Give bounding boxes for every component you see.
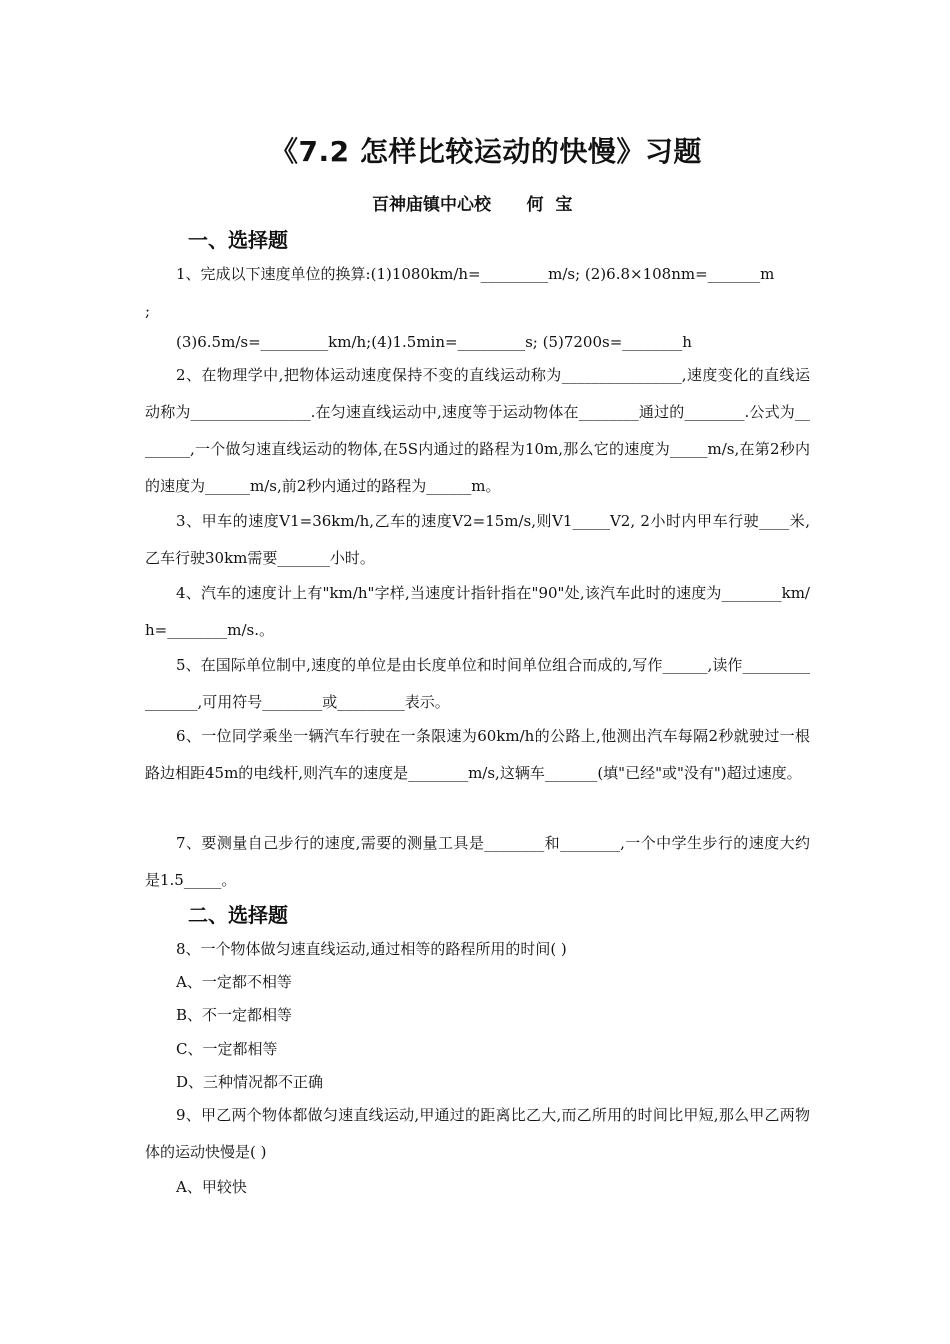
question-8-option-c: C、一定都相等 (176, 1040, 278, 1058)
question-8-option-a: A、一定都不相等 (176, 973, 292, 991)
document-title: 《7.2 怎样比较运动的快慢》习题 (270, 135, 702, 168)
question-1-line-1: 1、完成以下速度单位的换算:(1)1080km/h=_________m/s; (2)6.8×108nm=_______m ; (145, 265, 775, 320)
question-8-option-d: D、三种情况都不正确 (176, 1073, 324, 1091)
question-3: 3、甲车的速度V1=36km/h,乙车的速度V2=15m/s,则V1_____V2, 2小时内甲车行驶____米,乙车行驶30km需要_______小时。 (145, 512, 810, 567)
question-9-option-a: A、甲较快 (176, 1178, 247, 1196)
question-9: 9、甲乙两个物体都做匀速直线运动,甲通过的距离比乙大,而乙所用的时间比甲短,那么甲乙两物体的运动快慢是( ) (145, 1106, 810, 1161)
question-7: 7、要测量自己步行的速度,需要的测量工具是________和________,一个中学生步行的速度大约是1.5_____。 (145, 834, 810, 889)
question-8: 8、一个物体做匀速直线运动,通过相等的路程所用的时间( ) (176, 940, 567, 958)
question-8-option-b: B、不一定都相等 (176, 1006, 293, 1024)
question-2: 2、在物理学中,把物体运动速度保持不变的直线运动称为________________,速度变化的直线运动称为________________.在匀速直线运动中,速度等于运动物体在________通过的________.公式为________,一个做匀速直线运动的物体,在5S内通过的路程为10m,那么它的速度为_____m/s,在第2秒内的速度为______m/s,前2秒内通过的路程为______m。 (145, 366, 810, 495)
author-line: 百神庙镇中心校 何 宝 (372, 195, 573, 215)
section-heading-2: 二、选择题 (188, 903, 288, 927)
question-1-line-2: (3)6.5m/s=_________km/h;(4)1.5min=_________s; (5)7200s=________h (176, 333, 692, 351)
question-5: 5、在国际单位制中,速度的单位是由长度单位和时间单位组合而成的,写作______,读作________________,可用符号________或_________表示。 (145, 656, 810, 711)
question-4: 4、汽车的速度计上有"km/h"字样,当速度计指针指在"90"处,该汽车此时的速度为________km/h=________m/s.。 (145, 584, 810, 639)
section-heading-1: 一、选择题 (188, 228, 288, 252)
question-6: 6、一位同学乘坐一辆汽车行驶在一条限速为60km/h的公路上,他测出汽车每隔2秒就驶过一根路边相距45m的电线杆,则汽车的速度是________m/s,这辆车_______(填"已经"或"没有")超过速度。 (145, 727, 810, 782)
